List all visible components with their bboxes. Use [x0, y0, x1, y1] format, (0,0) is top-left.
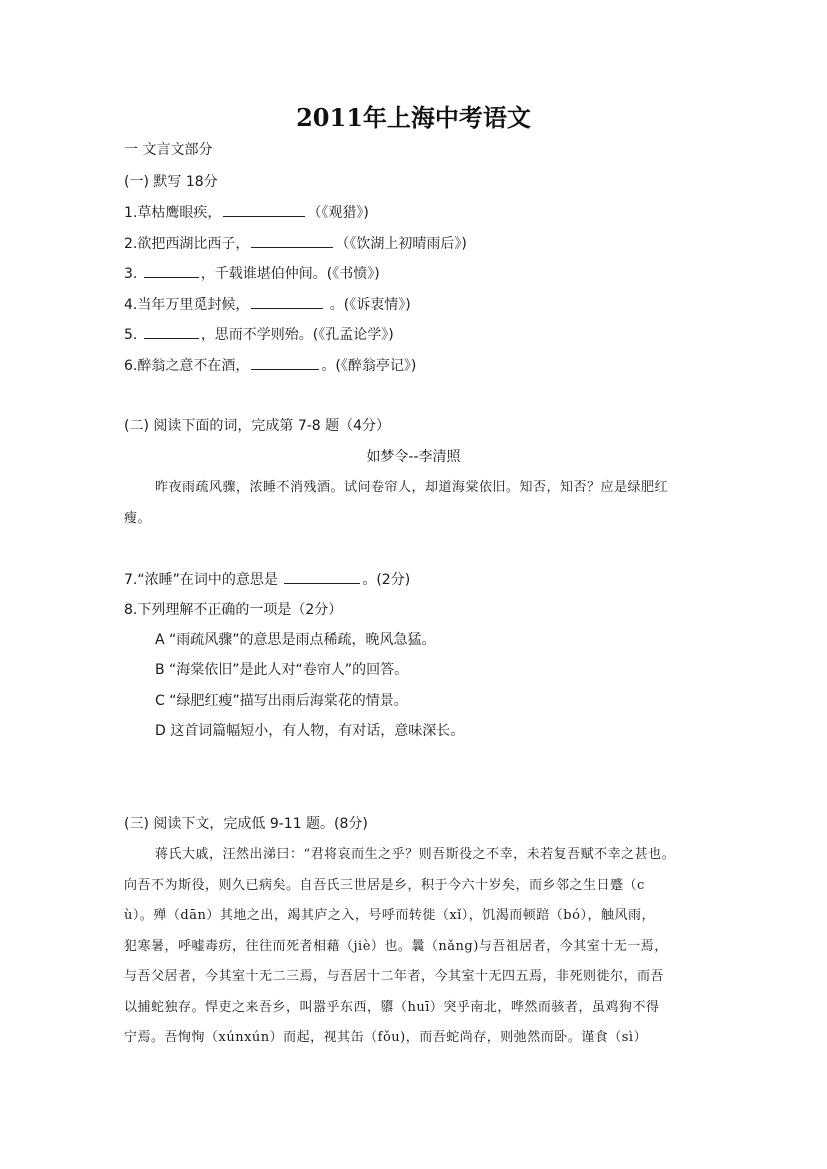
question-8: 8.下列理解不正确的一项是（2分）: [124, 602, 343, 618]
section1-heading: (一) 默写 18分: [124, 174, 218, 190]
poem-text: 昨夜雨疏风骤，浓睡不消残酒。试问卷帘人，却道海棠依旧。知否，知否？应是绿肥红: [155, 480, 669, 495]
question-text: 4.当年万里觅封候，: [124, 297, 250, 313]
option-c: C “绿肥红瘦”描写出雨后海棠花的情景。: [155, 693, 408, 709]
question-text: 5.: [124, 327, 142, 343]
question-source: 。(《醉翁亭记》): [321, 358, 417, 374]
section3-heading: (三) 阅读下文，完成低 9-11 题。(8分): [124, 816, 368, 832]
option-a: A “雨疏风骤”的意思是雨点稀疏，晚风急猛。: [155, 632, 436, 648]
option-b: B “海棠依旧”是此人对“卷帘人”的回答。: [155, 662, 409, 678]
answer-blank: [223, 202, 305, 217]
question-score: 。(2分): [362, 572, 411, 588]
document-title: 2011年上海中考语文: [296, 103, 531, 132]
answer-blank: [251, 355, 319, 370]
passage-line: 宁焉。吾恂恂（xúnxún）而起，视其缶（fǒu)，而吾蛇尚存，则弛然而卧。谨食（sì）: [124, 1030, 648, 1045]
question-source: ，思而不学则殆。(《孔孟论学》): [200, 327, 394, 343]
question-2: [124, 233, 467, 254]
passage-line: ù）。殚（dān）其地之出，竭其庐之入，号呼而转徙（xǐ），饥渴而顿踣（bó），触风雨，: [124, 908, 655, 923]
answer-blank: [144, 324, 199, 339]
question-text: 3.: [124, 266, 142, 282]
question-text: 6.醉翁之意不在酒，: [124, 358, 250, 374]
question-text: 1.草枯鹰眼疾，: [124, 205, 222, 221]
answer-blank: [144, 263, 199, 278]
option-d: D 这首词篇幅短小，有人物，有对话，意味深长。: [155, 723, 465, 739]
poem-text: 瘦。: [124, 511, 152, 526]
question-5: [124, 324, 394, 345]
question-3: [124, 263, 380, 284]
passage-line: 向吾不为斯役，则久已病矣。自吾氏三世居是乡，积于今六十岁矣，而乡邻之生日蹙（c: [124, 878, 645, 893]
question-4: [124, 294, 411, 315]
question-source: 。(《诉衷情》): [325, 297, 411, 313]
passage-line: 蒋氏大戚，汪然出涕曰：“君将哀而生之乎？则吾斯役之不幸，未若复吾赋不幸之甚也。: [155, 847, 676, 862]
poem-title: 如梦令--李清照: [366, 449, 461, 465]
section2-heading: (二) 阅读下面的词，完成第 7-8 题（4分）: [124, 418, 391, 434]
question-6: [124, 355, 416, 376]
question-text: 2.欲把西湖比西子，: [124, 236, 250, 252]
passage-line: 以捕蛇独存。悍吏之来吾乡，叫嚣乎东西，隳（huī）突乎南北，哗然而骇者，虽鸡狗不得: [124, 1000, 660, 1015]
passage-line: 犯寒暑，呼嘘毒疠，往往而死者相藉（jiè）也。曩（nǎng)与吾祖居者，今其室十无一焉，: [124, 939, 668, 954]
question-source: （《饮湖上初晴雨后》): [335, 236, 467, 252]
passage-line: 与吾父居者，今其室十无二三焉，与吾居十二年者，今其室十无四五焉，非死则徙尔，而吾: [124, 969, 665, 984]
question-text: 7.“浓睡”在词中的意思是: [124, 572, 283, 588]
answer-blank: [251, 233, 333, 248]
answer-blank: [251, 294, 323, 309]
question-7: [124, 569, 410, 590]
question-1: [124, 202, 369, 223]
question-source: ，千载谁堪伯仲间。(《书愤》): [200, 266, 380, 282]
part-heading: 一 文言文部分: [124, 142, 213, 158]
answer-blank: [284, 569, 360, 584]
question-source: （《观猎》): [307, 205, 369, 221]
